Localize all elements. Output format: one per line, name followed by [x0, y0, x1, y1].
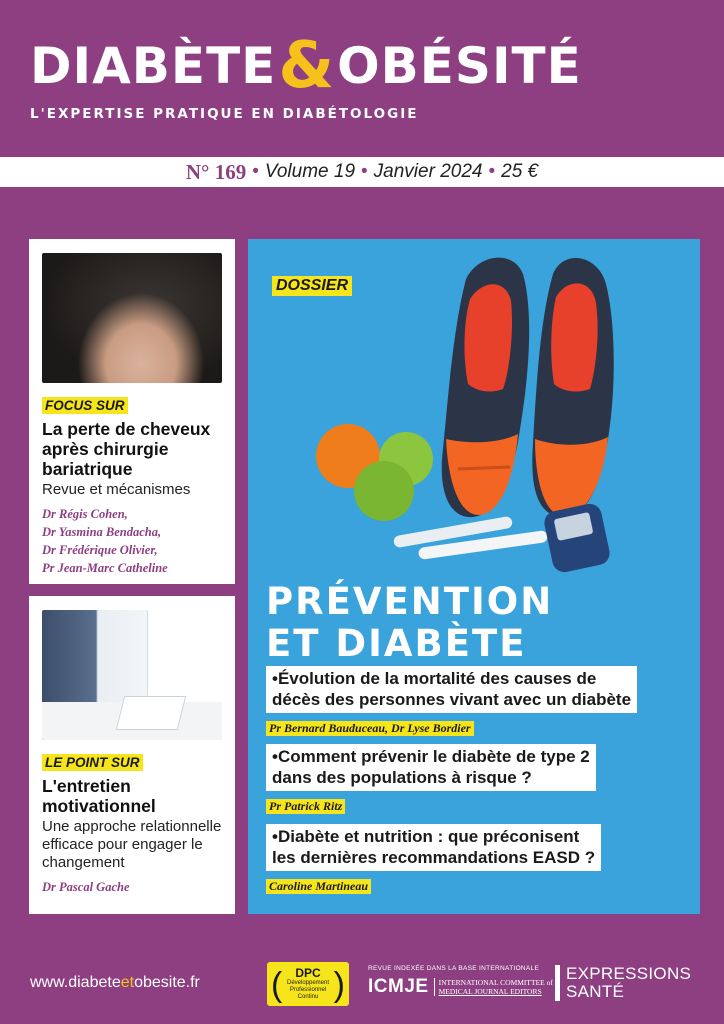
dossier-title-line: PRÉVENTION — [266, 580, 554, 623]
doctor-coat — [147, 610, 222, 705]
tagline: L'EXPERTISE PRATIQUE EN DIABÉTOLOGIE — [30, 106, 419, 122]
dpc-line: Continu — [297, 994, 319, 1000]
issue-separator: • — [252, 161, 259, 182]
article-title-line: •Diabète et nutrition : que préconisent — [272, 827, 580, 846]
dpc-label: DPC — [295, 966, 321, 980]
dossier-title-line: ET DIABÈTE — [266, 622, 527, 665]
title-obesite: OBÉSITÉ — [337, 37, 582, 95]
article-authors: Pr Bernard Bauduceau, Dr Lyse Bordier — [266, 721, 474, 736]
issue-separator: • — [361, 161, 368, 182]
dossier-article[interactable] — [266, 666, 637, 737]
article-authors: Pr Patrick Ritz — [266, 799, 345, 814]
icmje-logo — [368, 965, 553, 998]
footer — [0, 955, 724, 1015]
issue-bar — [0, 157, 724, 187]
paren-icon: ) — [333, 966, 345, 1004]
issue-volume: Volume 19 — [264, 161, 356, 182]
point-authors — [42, 878, 222, 896]
article-title — [266, 666, 637, 713]
author: Dr Frédérique Olivier, — [42, 543, 158, 557]
consultation-photo — [42, 610, 222, 740]
article-title-line: •Comment prévenir le diabète de type 2 — [272, 747, 590, 766]
title-ampersand: & — [278, 29, 336, 103]
author: Pr Jean-Marc Catheline — [42, 561, 168, 575]
apple-icon — [354, 461, 414, 521]
point-tag: LE POINT SUR — [42, 754, 143, 771]
author: Dr Régis Cohen, — [42, 507, 128, 521]
paren-icon: ( — [271, 966, 283, 1004]
focus-tag: FOCUS SUR — [42, 397, 128, 414]
icmje-line: MEDICAL JOURNAL EDITORS — [438, 987, 542, 996]
issue-separator: • — [488, 161, 496, 182]
url-part: obesite.fr — [134, 974, 200, 991]
url-part: www.diabete — [30, 974, 121, 991]
dossier-panel[interactable] — [248, 239, 700, 914]
publisher-line: SANTÉ — [566, 982, 625, 1001]
focus-subtitle: Revue et mécanismes — [42, 481, 191, 498]
issue-price: 25 € — [501, 161, 539, 182]
right-shoe-icon — [532, 258, 613, 517]
left-shoe-icon — [442, 258, 529, 518]
dpc-line: Développement — [286, 980, 330, 986]
title-diabete: DIABÈTE — [30, 37, 277, 95]
article-authors: Caroline Martineau — [266, 879, 371, 894]
focus-title: La perte de cheveux après chirurgie bariatrique — [42, 419, 211, 479]
url-part: et — [120, 974, 135, 991]
dossier-article[interactable] — [266, 824, 601, 895]
dossier-title — [266, 581, 553, 665]
magazine-title — [30, 29, 710, 103]
author: Dr Yasmina Bendacha, — [42, 525, 162, 539]
glucometer-icon — [542, 502, 612, 575]
article-title-line: les dernières recommandations EASD ? — [272, 848, 596, 867]
point-title: L'entretien motivationnel — [42, 776, 156, 816]
dpc-badge — [267, 962, 349, 1006]
dossier-article[interactable] — [266, 744, 596, 815]
dpc-line: Professionnel — [289, 987, 327, 993]
dossier-tag: DOSSIER — [272, 276, 352, 296]
website-link[interactable] — [30, 974, 200, 992]
author: Dr Pascal Gache — [42, 880, 130, 894]
index-note: REVUE INDEXÉE DANS LA BASE INTERNATIONALE — [368, 965, 540, 972]
article-title-line: dans des populations à risque ? — [272, 768, 532, 787]
icmje-line: INTERNATIONAL COMMITTEE of — [438, 978, 553, 987]
article-title — [266, 744, 596, 791]
point-card[interactable] — [29, 596, 235, 914]
icmje-fullname — [434, 978, 553, 996]
clipboard — [116, 696, 186, 730]
focus-card[interactable] — [29, 239, 235, 584]
publisher-logo — [555, 965, 691, 1001]
point-subtitle: Une approche relationnelle efficace pour engager le changement — [42, 818, 222, 871]
article-title — [266, 824, 601, 871]
hair-loss-photo — [42, 253, 222, 383]
issue-date: Janvier 2024 — [373, 161, 483, 182]
article-title-line: •Évolution de la mortalité des causes de — [272, 669, 597, 688]
issue-number: N° 169 — [185, 159, 247, 184]
article-title-line: décès des personnes vivant avec un diabète — [272, 690, 632, 709]
publisher-line: EXPRESSIONS — [566, 964, 692, 983]
focus-authors — [42, 505, 222, 577]
masthead — [30, 29, 710, 122]
publisher-bar-icon — [555, 965, 560, 1001]
icmje-label: ICMJE — [368, 976, 429, 997]
